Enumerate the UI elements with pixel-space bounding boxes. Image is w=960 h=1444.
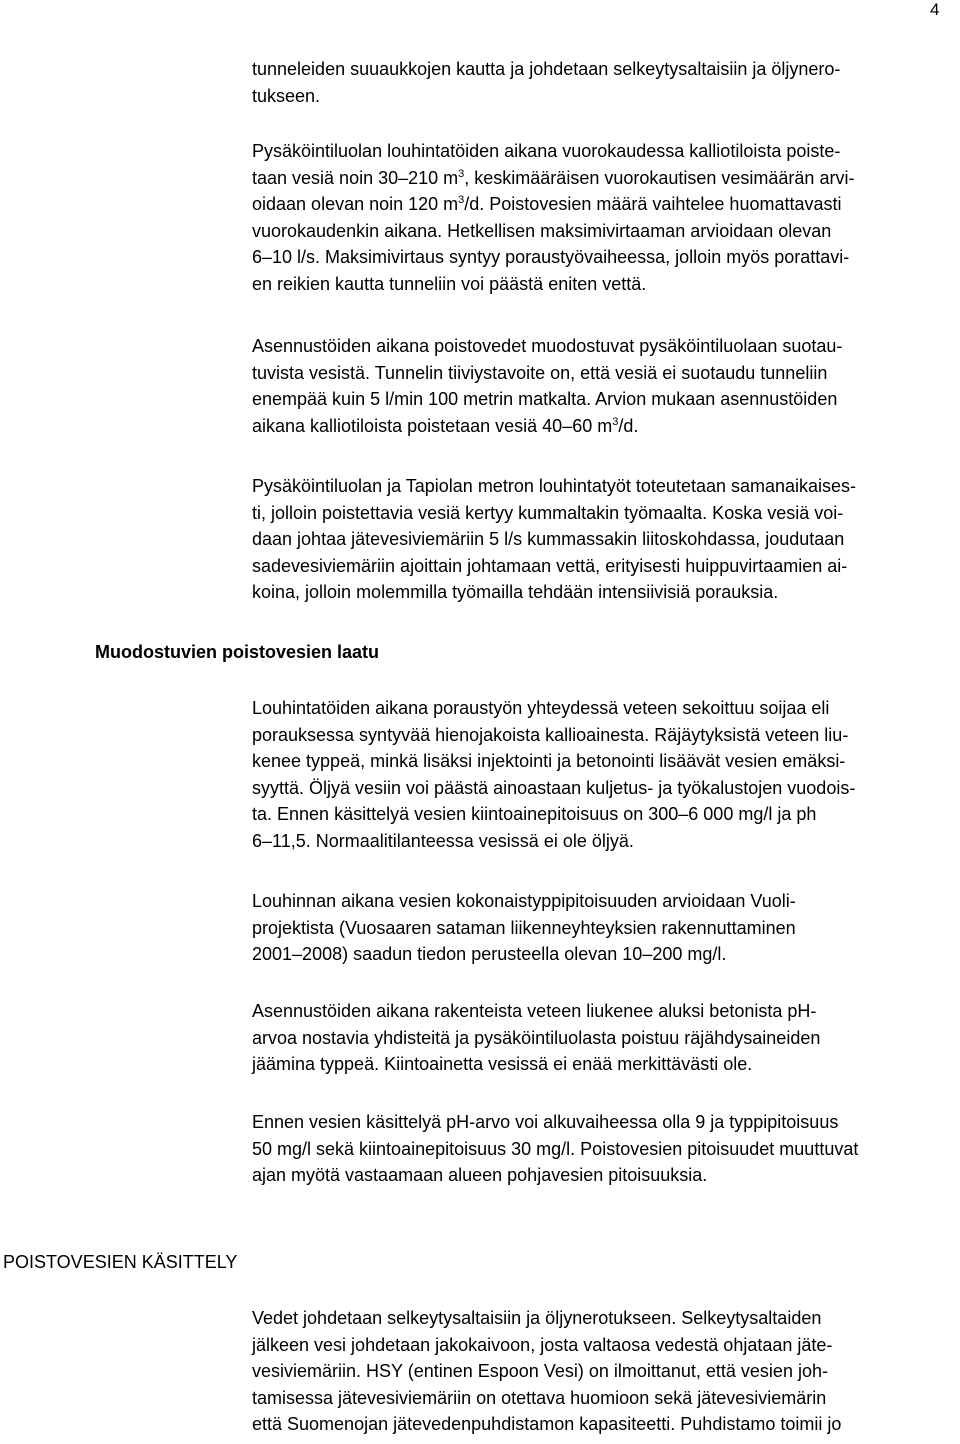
paragraph-installation-quality: Asennustöiden aikana rakenteista veteen liukenee aluksi betonista pH- arvoa nostavia yhdisteitä ja pysäköintiluolasta poistuu räjähdysaineiden jäämina typpeä. Kiintoainetta vesissä ei enää merkittävästi ole. [252,1001,821,1074]
paragraph-treatment-routing: Vedet johdetaan selkeytysaltaisiin ja öljynerotukseen. Selkeytysaltaiden jälkeen vesi johdetaan jakokaivoon, josta valtaosa vedestä ohjataan jäte- vesiviemäriin. HSY (entinen Espoon Vesi) on ilmoittanut, että vesien joh- tamisessa jätevesiviemäriin on otettava huomioon sekä jätevesiviemärin että Suomenojan jätevedenpuhdistamon kapasiteetti. Puhdistamo toimii jo [252,1308,842,1434]
page-number: 4 [930,0,940,19]
paragraph-concurrent-excavation: Pysäköintiluolan ja Tapiolan metron louhintatyöt toteutetaan samanaikaises- ti, jolloin poistettavia vesiä kertyy kummaltakin työmaalta. Koska vesiä voi- daan johtaa jätevesiviemäriin 5 l/s kummassakin liitoskohdassa, joudutaan sadevesiviemäriin ajoittain johtamaan vettä, erityisesti huippuvirtaamien ai- koina, jolloin molemmilla työmailla tehdään intensiivisiä porauksia. [252,476,857,602]
text-segment: Pysäköintiluolan louhintatöiden aikana vuorokaudessa kalliotiloista poiste- taan vesiä noin 30–210 m [252,141,841,188]
text-segment: Asennustöiden aikana poistovedet muodostuvat pysäköintiluolaan suotau- tuvista vesistä. Tunnelin tiiviystavoite on, että vesiä ei suotaudu tunneliin enempää kuin 5 l/min 100 metrin matkalta. Arvion mukaan asennustöiden aikana kalliotiloista poistetaan vesiä 40–60 m [252,336,843,436]
text-segment: /d. Poistovesien määrä vaihtelee huomattavasti vuorokaudenkin aikana. Hetkellisen maksimivirtaaman arvioidaan olevan 6–10 l/s. Maksimivirtaus syntyy poraustyövaiheessa, jolloin myös porattavi- en reikien kautta tunneliin voi päästä eniten vettä. [252,194,850,294]
paragraph-initial-values: Ennen vesien käsittelyä pH-arvo voi alkuvaiheessa olla 9 ja typpipitoisuus 50 mg/l sekä kiintoainepitoisuus 30 mg/l. Poistovesien pitoisuudet muuttuvat ajan myötä vastaamaan alueen pohjavesien pitoisuuksia. [252,1112,859,1185]
text-segment: /d. [618,415,639,436]
section-heading-water-quality: Muodostuvien poistovesien laatu [95,642,380,662]
text-segment: , keskimääräisen vuorokautisen vesimäärän arvi- oidaan olevan noin 120 m [252,167,855,214]
paragraph-nitrogen-content: Louhinnan aikana vesien kokonaistyppipitoisuuden arvioidaan Vuoli- projektista (Vuosaaren sataman liikenneyhteyksien rakennuttaminen 2001–2008) saadun tiedon perusteella olevan 10–200 mg/l. [252,891,796,964]
superscript: 3 [612,415,619,428]
paragraph-excavation-water-volume [252,138,958,297]
paragraph-water-quality-excavation: Louhintatöiden aikana poraustyön yhteydessä veteen sekoittuu soijaa eli porauksessa syntyvää hienojakoista kallioainesta. Räjäytyksistä veteen liu- kenee typpeä, minkä lisäksi injektointi ja betonointi lisäävät vesien emäksi- syyttä. Öljyä vesiin voi päästä ainoastaan kuljetus- ja työkalustojen vuodois- ta. Ennen käsittelyä vesien kiintoainepitoisuus on 300–6 000 mg/l ja ph 6–11,5. Normaalitilanteessa vesissä ei ole öljyä. [252,698,856,851]
paragraph-installation-water [252,333,958,439]
superscript: 3 [458,167,465,180]
superscript: 3 [458,194,465,206]
section-heading-water-treatment: POISTOVESIEN KÄSITTELY [3,1252,238,1272]
paragraph-tunnel-drainage: tunneleiden suuaukkojen kautta ja johdetaan selkeytysaltaisiin ja öljynero- tukseen. [252,59,841,106]
